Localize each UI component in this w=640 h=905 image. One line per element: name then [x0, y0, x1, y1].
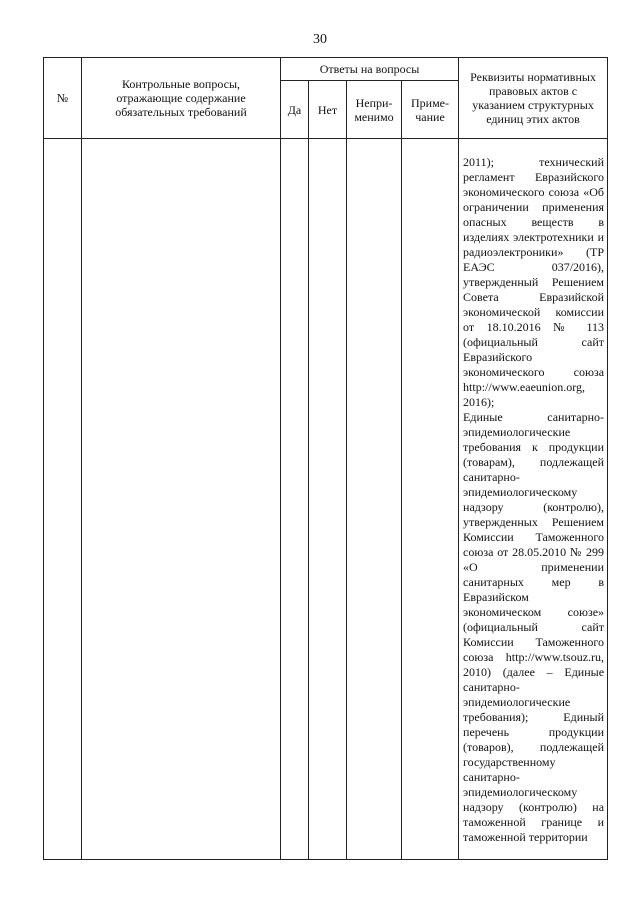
cell-number	[44, 139, 82, 860]
header-requisites: Реквизиты нормативных правовых актов с указанием структурных единиц этих актов	[459, 58, 608, 139]
cell-requisites	[459, 139, 608, 860]
requisites-paragraph: Единые санитарно-эпидемиологические требования к продукции (товарам), подлежащей санитарно-эпидемиологическому надзору (контролю), утвержденных Решением Комиссии Таможенного союза от 28.05.2010 № 299 «О применении санитарных мер в Евразийском экономическом союзе» (официальный сайт Комиссии Таможенного союза http://www.tsouz.ru, 2010) (далее – Единые санитарно-эпидемиологические требования); Единый перечень продукции (товаров), подлежащей государственному санитарно-эпидемиологическому надзору (контролю) на таможенной границе и таможенной территории	[463, 410, 605, 844]
header-questions: Контрольные вопросы, отражающие содержание обязательных требований	[82, 58, 281, 139]
cell-note	[402, 139, 459, 860]
checklist-table	[43, 57, 608, 860]
cell-question	[82, 139, 281, 860]
page-number: 30	[313, 32, 327, 47]
cell-not-applicable	[347, 139, 402, 860]
requisites-paragraph: 2011); технический регламент Евразийского экономического союза «Об ограничении применения опасных веществ в изделиях электротехники и радиоэлектроники» (ТР ЕАЭС 037/2016), утвержденный Решением Совета Евразийской экономической комиссии от 18.10.2016 № 113 (официальный сайт Евразийского экономического союза http://www.eaeunion.org, 2016);	[463, 155, 605, 409]
header-no: Нет	[309, 81, 347, 139]
requisites-text	[459, 153, 607, 845]
header-note: Приме- чание	[402, 81, 459, 139]
header-not-applicable: Непри- менимо	[347, 81, 402, 139]
table-row	[44, 139, 608, 860]
cell-no	[309, 139, 347, 860]
header-answers: Ответы на вопросы	[281, 58, 459, 81]
cell-yes	[281, 139, 309, 860]
header-number: №	[44, 58, 82, 139]
header-yes: Да	[281, 81, 309, 139]
